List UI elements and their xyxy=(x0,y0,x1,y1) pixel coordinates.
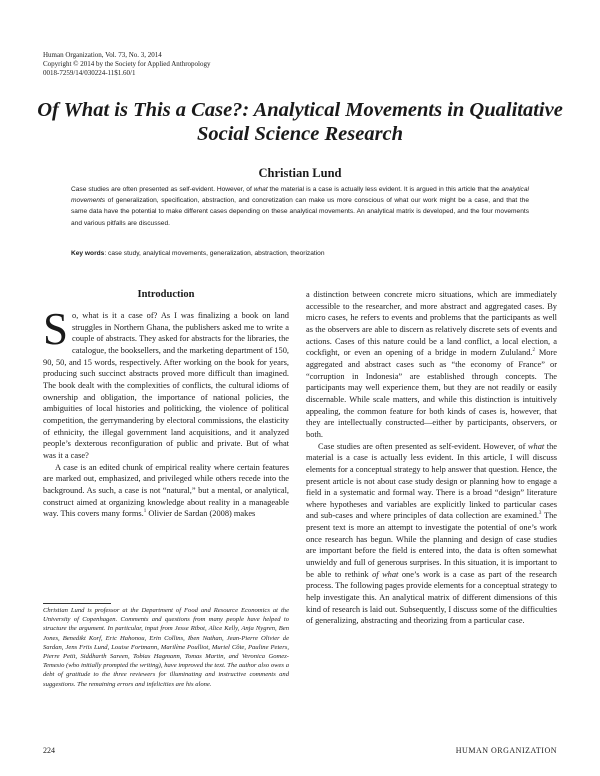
footnote-divider xyxy=(43,603,111,604)
keywords-label: Key words xyxy=(71,250,105,257)
footnote-ref-2[interactable]: 2 xyxy=(532,348,535,354)
body-paragraph-3: a distinction between concrete micro situations, which are immediately accessible to the researcher, and more abstract and aggregated cases. By micro cases, he refers to events and problems that the participants as well as the observers are able to discern as relatively discrete sets of events and actions. Cases of this nature could be a land conflict, a local election, a cockfight, or even an opening of a bridge in modern Zululand.$^2$ More aggregated and abstract cases such as “the economy of France” or “corruption in Indonesia” are established through concepts. The participants may well experience them, but they are not readily or easily discernable. While scale matters, and while this distinction is intuitively appealing, the common feature for both kinds of cases is, however, that they are intellectually constructed—either by participants, observers, or both. xyxy=(306,290,557,439)
intro-paragraph-2: A case is an edited chunk of empirical reality where certain features are marked out, emphasized, and privileged while others recede into the background. As such, a case is not “natural,” but a mental, or analytical, construct aimed at organizing knowledge about reality in a manageable way. This covers many forms.$^1$ Olivier de Sardan (2008) makes xyxy=(43,462,289,519)
page-number: 224 xyxy=(43,746,55,755)
footnote-ref-3[interactable]: 3 xyxy=(538,511,542,517)
right-column xyxy=(306,289,557,627)
footnote-ref-1[interactable]: 1 xyxy=(143,509,147,515)
keywords xyxy=(71,250,529,257)
section-heading-introduction: Introduction xyxy=(137,289,195,300)
left-column xyxy=(43,289,289,520)
article-title: Of What is This a Case?: Analytical Movements in Qualitative Social Science Research xyxy=(37,99,563,145)
drop-cap: S xyxy=(43,304,69,354)
author-footnote: Christian Lund is professor at the Department of Food and Resource Economics at the University of Copenhagen. Comments and questions from many people have helped to structure the argument. In particular, input from Jesse Ribot, Alice Kelly, Anja Nygren, Ben Jones, Benedikt Korf, Eric Hahonou, Erin Collins, Iben Nathan, Jean-Pierre Olivier de Sardan, Jens Friis Lund, Louise Fortmann, Marilène Poulliot, Muriel Côte, Pauline Peters, Pierre Petit, Siddharth Sareen, Tobias Hagmann, Tomas Martin, and Veronica Gomez-Temesio (who initially prompted the writing), have improved the text. The author also owes a debt of gratitude to the three reviewers for illuminating and instructive comments and suggestions. The remaining errors and infelicities are his alone. xyxy=(43,607,289,688)
journal-header xyxy=(43,51,210,79)
keywords-text: : case study, analytical movements, generalization, abstraction, theorization xyxy=(104,250,325,257)
body-paragraph-4: Case studies are often presented as self-evident. However, of what the material is a case is actually less evident. In this article, I will discuss elements for a conceptual strategy to help answer that question. Hence, the present article is not about case study design or planning how to engage a field in a systematic and formal way. There is a broad “design” literature where hypotheses and variables are explicitly linked to particular cases and sub-cases and where principles of data collection are examined.$^3$ The present text is more an attempt to investigate the potential of one’s work once research has begun. While the planning and design of case studies are important before the field is entered into, the data is often somewhat unwieldy and full of generous surprises. In this situation, it is important to be able to rethink of what one’s work is a case as part of the research process. The following pages provide elements for a conceptual strategy to help investigate this. An analytical matrix of different dimensions of this kind of research is laid out. Subsequently, I discuss some of the difficulties of generalizing, abstracting and theorizing from a particular case. xyxy=(306,441,557,626)
copyright-line: Copyright © 2014 by the Society for Applied Anthropology xyxy=(43,60,211,69)
journal-citation: Human Organization, Vol. 73, No. 3, 2014 xyxy=(43,51,162,59)
author-name: Christian Lund xyxy=(258,166,342,180)
intro-paragraph-1: So, what is it a case of? As I was finalizing a book on land struggles in Northern Ghana, the publishers asked me to write a couple of abstracts. They asked for abstracts for the libraries, the catalogue, the booksellers, and the marketing department of 150, 90, 50, and 15 words, respectively. After working on the book for years, producing such succinct abstracts proved more difficult than imagined. The book dealt with the complexities of conflicts, the cultural idioms of ownership and obligation, the importance of national policies, the ambiguities of local histories and politicking, the violence of political competition, the gerrymandering by electoral commissions, the elasticity of ethnicity, the illegal government land acquisitions, and it analyzed people’s dexterous reconfiguration of public and private. But of what was it a case? xyxy=(43,304,290,460)
journal-running-footer: HUMAN ORGANIZATION xyxy=(455,746,557,755)
issn-line: 0018-7259/14/030224-11$1.60/1 xyxy=(43,69,136,78)
abstract: Case studies are often presented as self-evident. However, of what the material is a case is actually less evident. It is argued in this article that the analytical movements of generalization, specification, abstraction, and concretization can make us more conscious of what our work might be a case, and that the same data have the potential to make different cases depending on these analytical movements. An analytical matrix is developed, and the four movements and various pitfalls are discussed. xyxy=(71,186,529,227)
